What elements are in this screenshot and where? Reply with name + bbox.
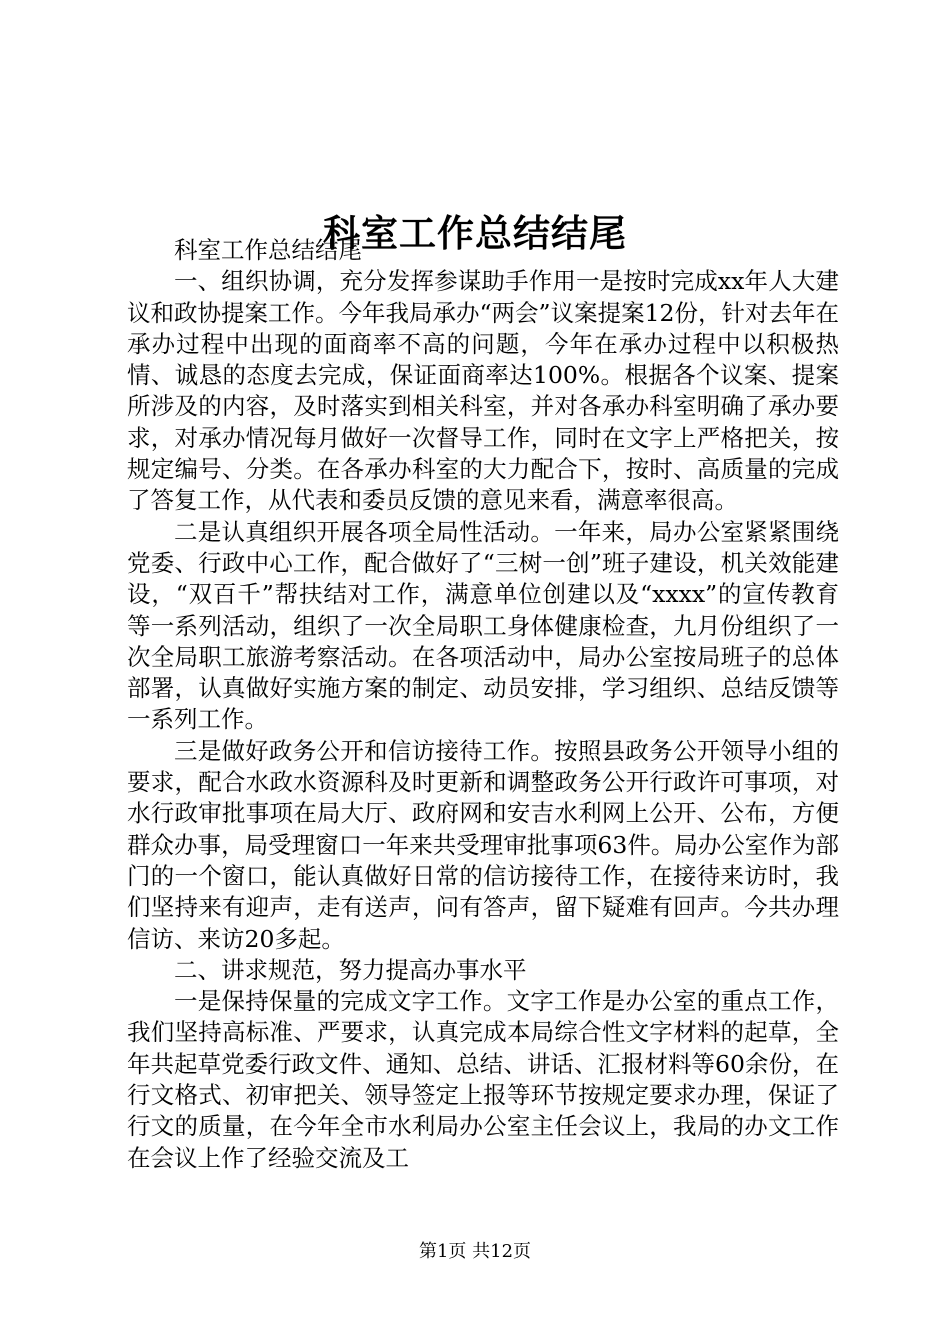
paragraph-3: 三是做好政务公开和信访接待工作。按照县政务公开领导小组的要求，配合水政水资源科及时更新和调整政务公开行政许可事项，对水行政审批事项在局大厅、政府网和安吉水利网上公开、公布，方便群众办事，局受理窗口一年来共受理审批事项63件。局办公室作为部门的一个窗口，能认真做好日常的信访接待工作，在接待来访时，我们坚持来有迎声，走有送声，问有答声，留下疑难有回声。今共办理信访、来访20多起。 — [127, 736, 839, 953]
paragraph-subtitle: 科室工作总结结尾 — [174, 236, 362, 264]
document-body — [127, 235, 839, 1174]
section-heading-2: 二、讲求规范，努力提高办事水平 — [174, 955, 527, 984]
paragraph-4: 一是保持保量的完成文字工作。文字工作是办公室的重点工作，我们坚持高标准、严要求，认真完成本局综合性文字材料的起草，全年共起草党委行政文件、通知、总结、讲话、汇报材料等60余份，在行文格式、初审把关、领导签定上报等环节按规定要求办理，保证了行文的质量，在今年全市水利局办公室主任会议上，我局的办文工作在会议上作了经验交流及工 — [127, 987, 839, 1172]
document-title: 科室工作总结结尾 — [323, 210, 627, 255]
page-number-footer: 第1页 共12页 — [418, 1241, 532, 1262]
paragraph-2: 二是认真组织开展各项全局性活动。一年来，局办公室紧紧围绕党委、行政中心工作，配合做好了“三树一创”班子建设，机关效能建设，“双百千”帮扶结对工作，满意单位创建以及“xxxx”的宣传教育等一系列活动，组织了一次全局职工身体健康检查，九月份组织了一次全局职工旅游考察活动。在各项活动中，局办公室按局班子的总体部署，认真做好实施方案的制定、动员安排，学习组织、总结反馈等一系列工作。 — [127, 517, 839, 734]
paragraph-1: 一、组织协调，充分发挥参谋助手作用一是按时完成xx年人大建议和政协提案工作。今年我局承办“两会”议案提案12份，针对去年在承办过程中出现的面商率不高的问题，今年在承办过程中以积极热情、诚恳的态度去完成，保证面商率达100%。根据各个议案、提案所涉及的内容，及时落实到相关科室，并对各承办科室明确了承办要求，对承办情况每月做好一次督导工作，同时在文字上严格把关，按规定编号、分类。在各承办科室的大力配合下，按时、高质量的完成了答复工作，从代表和委员反馈的意见来看，满意率很高。 — [127, 267, 839, 515]
